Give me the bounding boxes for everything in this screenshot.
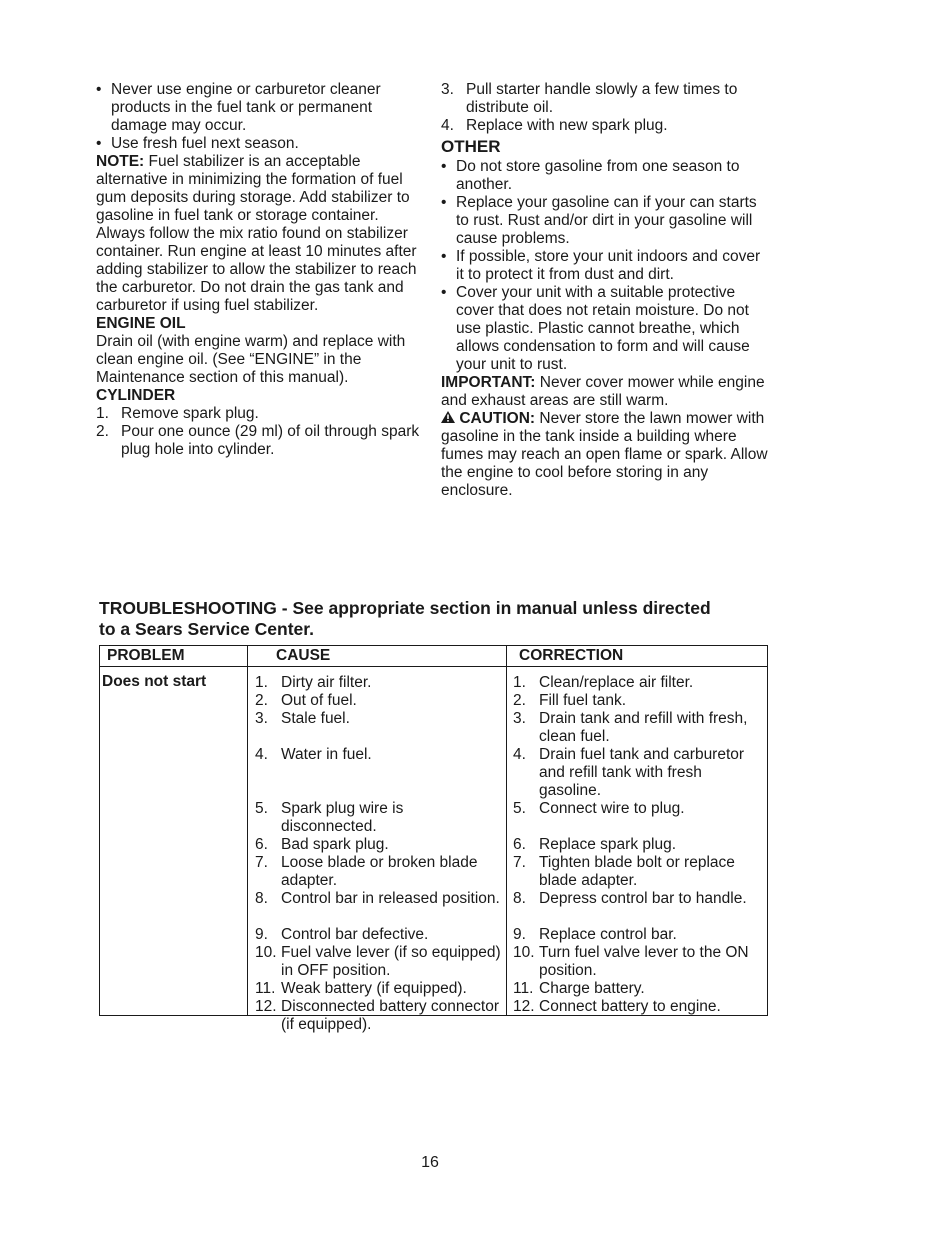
correction-item [513, 746, 763, 800]
item-text: Fuel valve lever (if so equipped) in OFF position. [281, 944, 501, 979]
cause-item [255, 836, 503, 854]
correction-item [513, 800, 763, 818]
item-number: 6. [255, 836, 268, 853]
correction-item [513, 890, 763, 908]
cylinder-step [441, 81, 771, 117]
item-number: 10. [513, 944, 535, 961]
cylinder-step [96, 405, 421, 423]
step-text: Replace with new spark plug. [466, 117, 668, 134]
item-number: 5. [255, 800, 268, 817]
caution-note [441, 410, 771, 500]
item-text: Turn fuel valve lever to the ON position. [539, 944, 749, 979]
other-bullet: • Cover your unit with a suitable protective cover that does not retain moisture. Do not use plastic. Plastic cannot breathe, which allows condensation to form and will cause your unit to rust. [441, 284, 771, 374]
problem-cell: Does not start [102, 673, 207, 690]
item-number: 9. [255, 926, 268, 943]
correction-item [513, 674, 763, 692]
item-text: Dirty air filter. [281, 674, 372, 691]
correction-item [513, 980, 763, 998]
item-number: 11. [513, 980, 534, 997]
other-bullet: • If possible, store your unit indoors and cover it to protect it from dust and dirt. [441, 248, 771, 284]
item-text: Fill fuel tank. [539, 692, 627, 709]
item-text: Drain tank and refill with fresh, clean fuel. [539, 710, 748, 745]
item-number: 6. [513, 836, 526, 853]
item-text: Water in fuel. [281, 746, 372, 763]
page-number: 16 [421, 1154, 439, 1171]
item-number: 8. [255, 890, 268, 907]
item-number: 3. [255, 710, 268, 727]
warning-triangle-icon [441, 411, 455, 423]
item-number: 2. [255, 692, 268, 709]
correction-header: CORRECTION [506, 646, 767, 667]
item-text: Charge battery. [539, 980, 645, 997]
item-number: 7. [513, 854, 526, 871]
item-number: 9. [513, 926, 526, 943]
important-text: Never cover mower while engine and exhaust areas are still warm. [441, 374, 765, 409]
item-text: Depress control bar to handle. [539, 890, 747, 907]
fresh-fuel-tip: • Use fresh fuel next season. [96, 135, 421, 153]
item-text: Connect battery to engine. [539, 998, 721, 1015]
fuel-stabilizer-note [96, 153, 421, 315]
title-line: to a Sears Service Center. [99, 619, 314, 639]
other-bullet: • Replace your gasoline can if your can starts to rust. Rust and/or dirt in your gasoline will cause problems. [441, 194, 771, 248]
cylinder-heading: CYLINDER [96, 387, 176, 404]
caution-text: Never store the lawn mower with gasoline in the tank inside a building where fumes may reach an open flame or spark. Allow the engine to cool before storing in any enclosure. [441, 410, 768, 499]
item-number: 8. [513, 890, 526, 907]
correction-item [513, 998, 763, 1016]
item-text: Connect wire to plug. [539, 800, 685, 817]
item-number: 12. [255, 998, 277, 1015]
step-text: Remove spark plug. [121, 405, 259, 422]
troubleshooting-table [99, 645, 768, 1033]
cause-item [255, 692, 503, 710]
correction-item [513, 926, 763, 944]
problem-header: PROBLEM [100, 646, 248, 667]
title-line: TROUBLESHOOTING - See appropriate section in manual unless directed [99, 598, 711, 618]
step-text: Pull starter handle slowly a few times to distribute oil. [466, 81, 738, 116]
troubleshooting-title [99, 598, 799, 640]
item-text: Weak battery (if equipped). [281, 980, 467, 997]
item-number: 5. [513, 800, 526, 817]
item-text: Control bar in released position. [281, 890, 500, 907]
step-number: 3. [441, 81, 454, 98]
important-note [441, 374, 771, 410]
correction-item [513, 944, 763, 980]
other-heading: OTHER [441, 137, 501, 156]
left-column [96, 81, 421, 459]
step-number: 4. [441, 117, 454, 134]
cause-item [255, 674, 503, 692]
cylinder-step [96, 423, 421, 459]
right-column [441, 81, 771, 500]
cause-item [255, 710, 503, 728]
item-number: 2. [513, 692, 526, 709]
step-number: 2. [96, 423, 109, 440]
item-text: Drain fuel tank and carburetor and refill tank with fresh gasoline. [539, 746, 745, 799]
item-text: Replace spark plug. [539, 836, 676, 853]
item-number: 1. [513, 674, 526, 691]
correction-item [513, 692, 763, 710]
step-number: 1. [96, 405, 109, 422]
step-text: Pour one ounce (29 ml) of oil through spark plug hole into cylinder. [121, 423, 420, 458]
engine-oil-heading: ENGINE OIL [96, 315, 186, 332]
item-number: 11. [255, 980, 276, 997]
cause-item [255, 746, 503, 764]
cause-item [255, 926, 503, 944]
item-text: Spark plug wire is disconnected. [281, 800, 404, 835]
important-label: IMPORTANT: [441, 374, 536, 391]
correction-item [513, 836, 763, 854]
item-text: Control bar defective. [281, 926, 429, 943]
engine-oil-text: Drain oil (with engine warm) and replace with clean engine oil. (See “ENGINE” in the Maintenance section of this manual). [96, 333, 406, 386]
item-text: Loose blade or broken blade adapter. [281, 854, 478, 889]
item-number: 7. [255, 854, 268, 871]
note-label: NOTE: [96, 153, 145, 170]
item-number: 3. [513, 710, 526, 727]
note-text: Fuel stabilizer is an acceptable alternative in minimizing the formation of fuel gum deposits during storage. Add stabilizer to gasoline in fuel tank or storage container. Always follow the mix ratio found on stabilizer container. Run engine at least 10 minutes after adding stabilizer to allow the stabilizer to reach the carburetor. Do not drain the gas tank and carburetor if using fuel stabilizer. [96, 153, 417, 314]
cause-item [255, 890, 503, 908]
item-number: 12. [513, 998, 535, 1015]
item-text: Stale fuel. [281, 710, 350, 727]
item-text: Clean/replace air filter. [539, 674, 694, 691]
cause-header: CAUSE [248, 646, 506, 667]
item-number: 1. [255, 674, 268, 691]
cause-item [255, 800, 503, 836]
correction-item [513, 854, 763, 890]
column-divider [247, 646, 248, 1015]
item-number: 4. [255, 746, 268, 763]
item-text: Bad spark plug. [281, 836, 389, 853]
column-divider [506, 646, 507, 1015]
correction-item [513, 710, 763, 746]
cause-item [255, 944, 503, 980]
other-bullet: • Do not store gasoline from one season to another. [441, 158, 771, 194]
item-number: 10. [255, 944, 277, 961]
cause-item [255, 998, 503, 1034]
fuel-cleaner-warning: • Never use engine or carburetor cleaner products in the fuel tank or permanent damage may occur. [96, 81, 421, 135]
cause-item [255, 980, 503, 998]
item-text: Out of fuel. [281, 692, 357, 709]
item-text: Tighten blade bolt or replace blade adapter. [539, 854, 735, 889]
item-text: Replace control bar. [539, 926, 677, 943]
item-text: Disconnected battery connector (if equipped). [281, 998, 499, 1033]
cause-item [255, 854, 503, 890]
cylinder-step [441, 117, 771, 135]
caution-label: CAUTION: [459, 410, 536, 427]
item-number: 4. [513, 746, 526, 763]
